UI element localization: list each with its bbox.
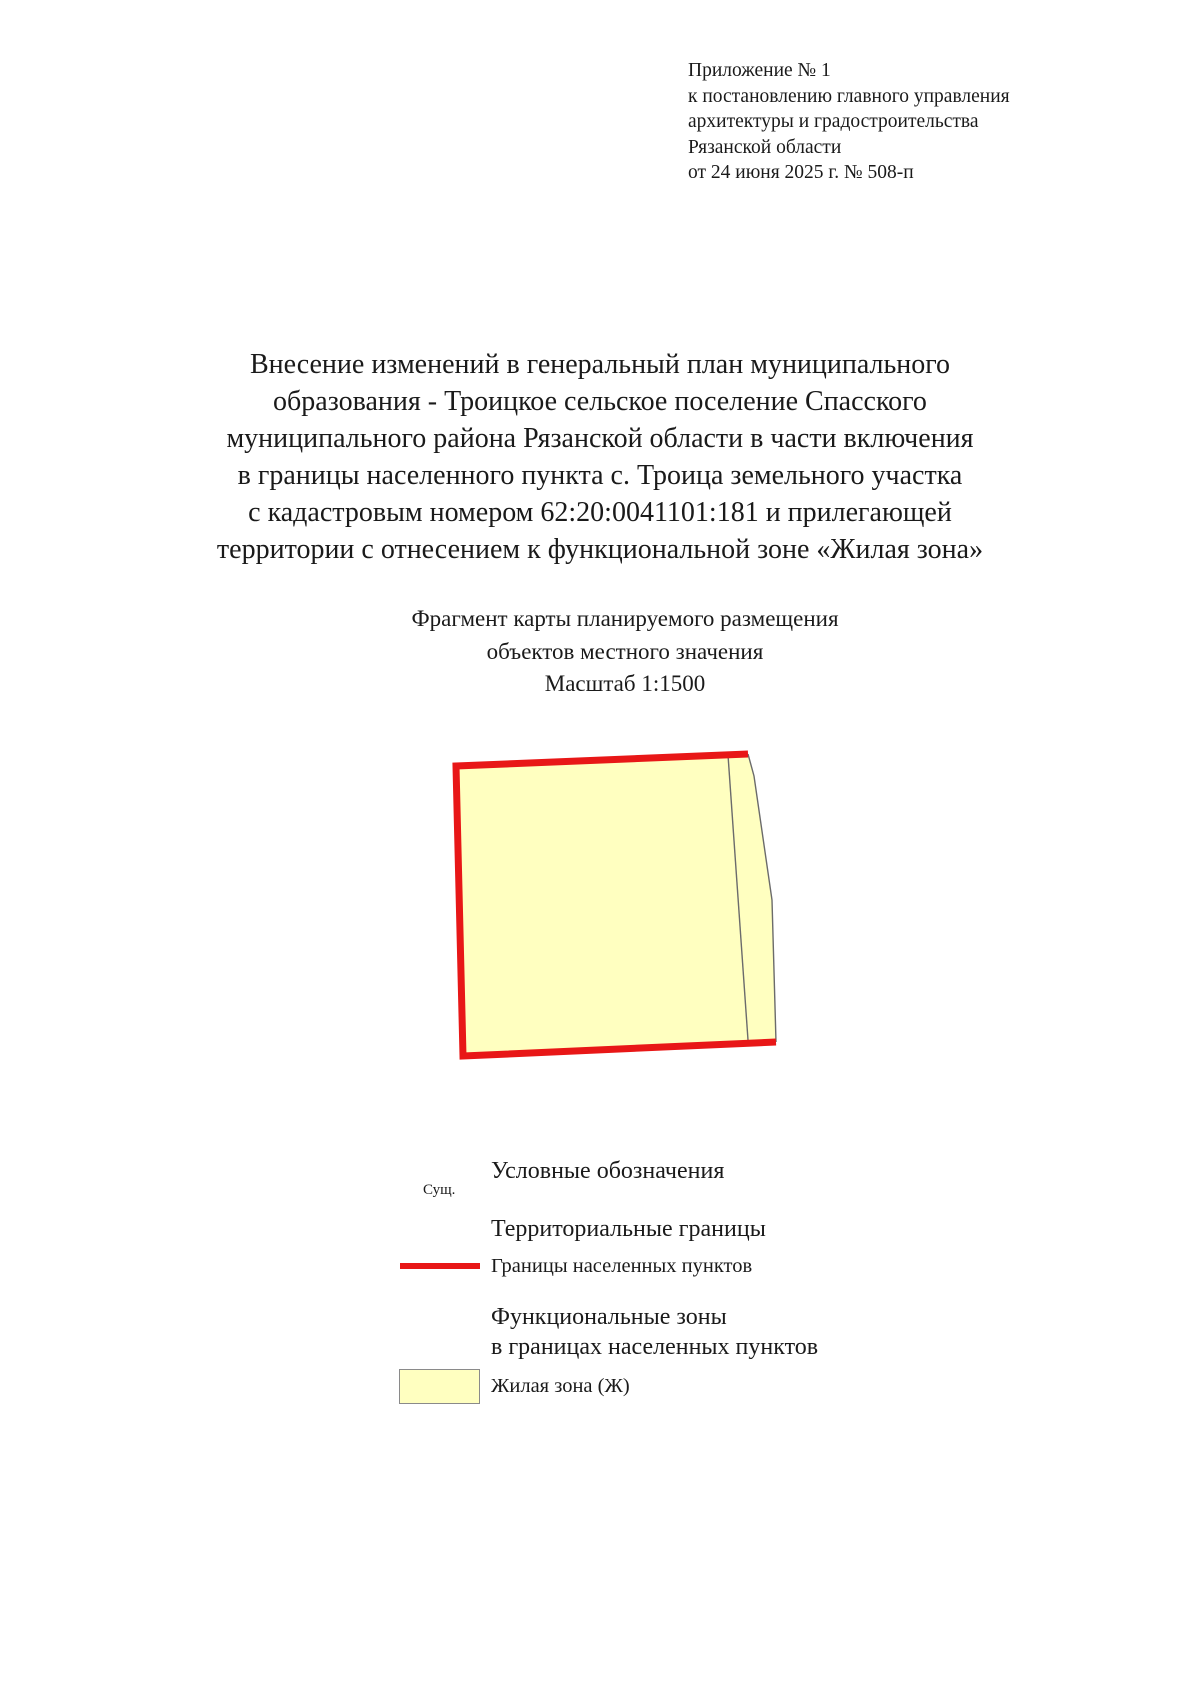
title-line-4: в границы населенного пункта с. Троица земельного участка: [237, 460, 963, 491]
legend-residential-label: Жилая зона (Ж): [491, 1375, 630, 1397]
map-caption-line-2: объектов местного значения: [486, 638, 764, 664]
legend-zones-subheading: в границах населенных пунктов: [491, 1334, 819, 1360]
boundary-line-symbol: [400, 1263, 480, 1269]
existing-label: Сущ.: [423, 1182, 456, 1198]
map-caption-line-1: Фрагмент карты планируемого размещения: [411, 606, 839, 631]
legend-territorial-heading: Территориальные границы: [491, 1216, 766, 1242]
residential-zone-area: [456, 754, 776, 1056]
appendix-resolution-line: к постановлению главного управления: [688, 85, 1010, 107]
appendix-number: Приложение № 1: [688, 60, 831, 81]
appendix-authority-line: архитектуры и градостроительства: [688, 111, 979, 132]
title-line-6: территории с отнесением к функциональной зоне «Жилая зона»: [216, 534, 984, 565]
map-scale: Масштаб 1:1500: [544, 671, 706, 696]
legend-zones-heading: Функциональные зоны: [491, 1304, 727, 1330]
title-line-1: Внесение изменений в генеральный план муниципального: [249, 349, 951, 380]
title-line-5: с кадастровым номером 62:20:0041101:181 и прилегающей: [248, 497, 952, 528]
title-line-3: муниципального района Рязанской области в части включения: [226, 423, 974, 454]
legend-title: Условные обозначения: [491, 1158, 725, 1184]
title-line-2: образования - Троицкое сельское поселение Спасского: [273, 386, 927, 417]
legend-boundary-label: Границы населенных пунктов: [491, 1255, 753, 1277]
appendix-date-line: от 24 июня 2025 г. № 508-п: [688, 162, 914, 183]
residential-zone-symbol: [399, 1369, 480, 1404]
appendix-region-line: Рязанской области: [688, 136, 842, 158]
